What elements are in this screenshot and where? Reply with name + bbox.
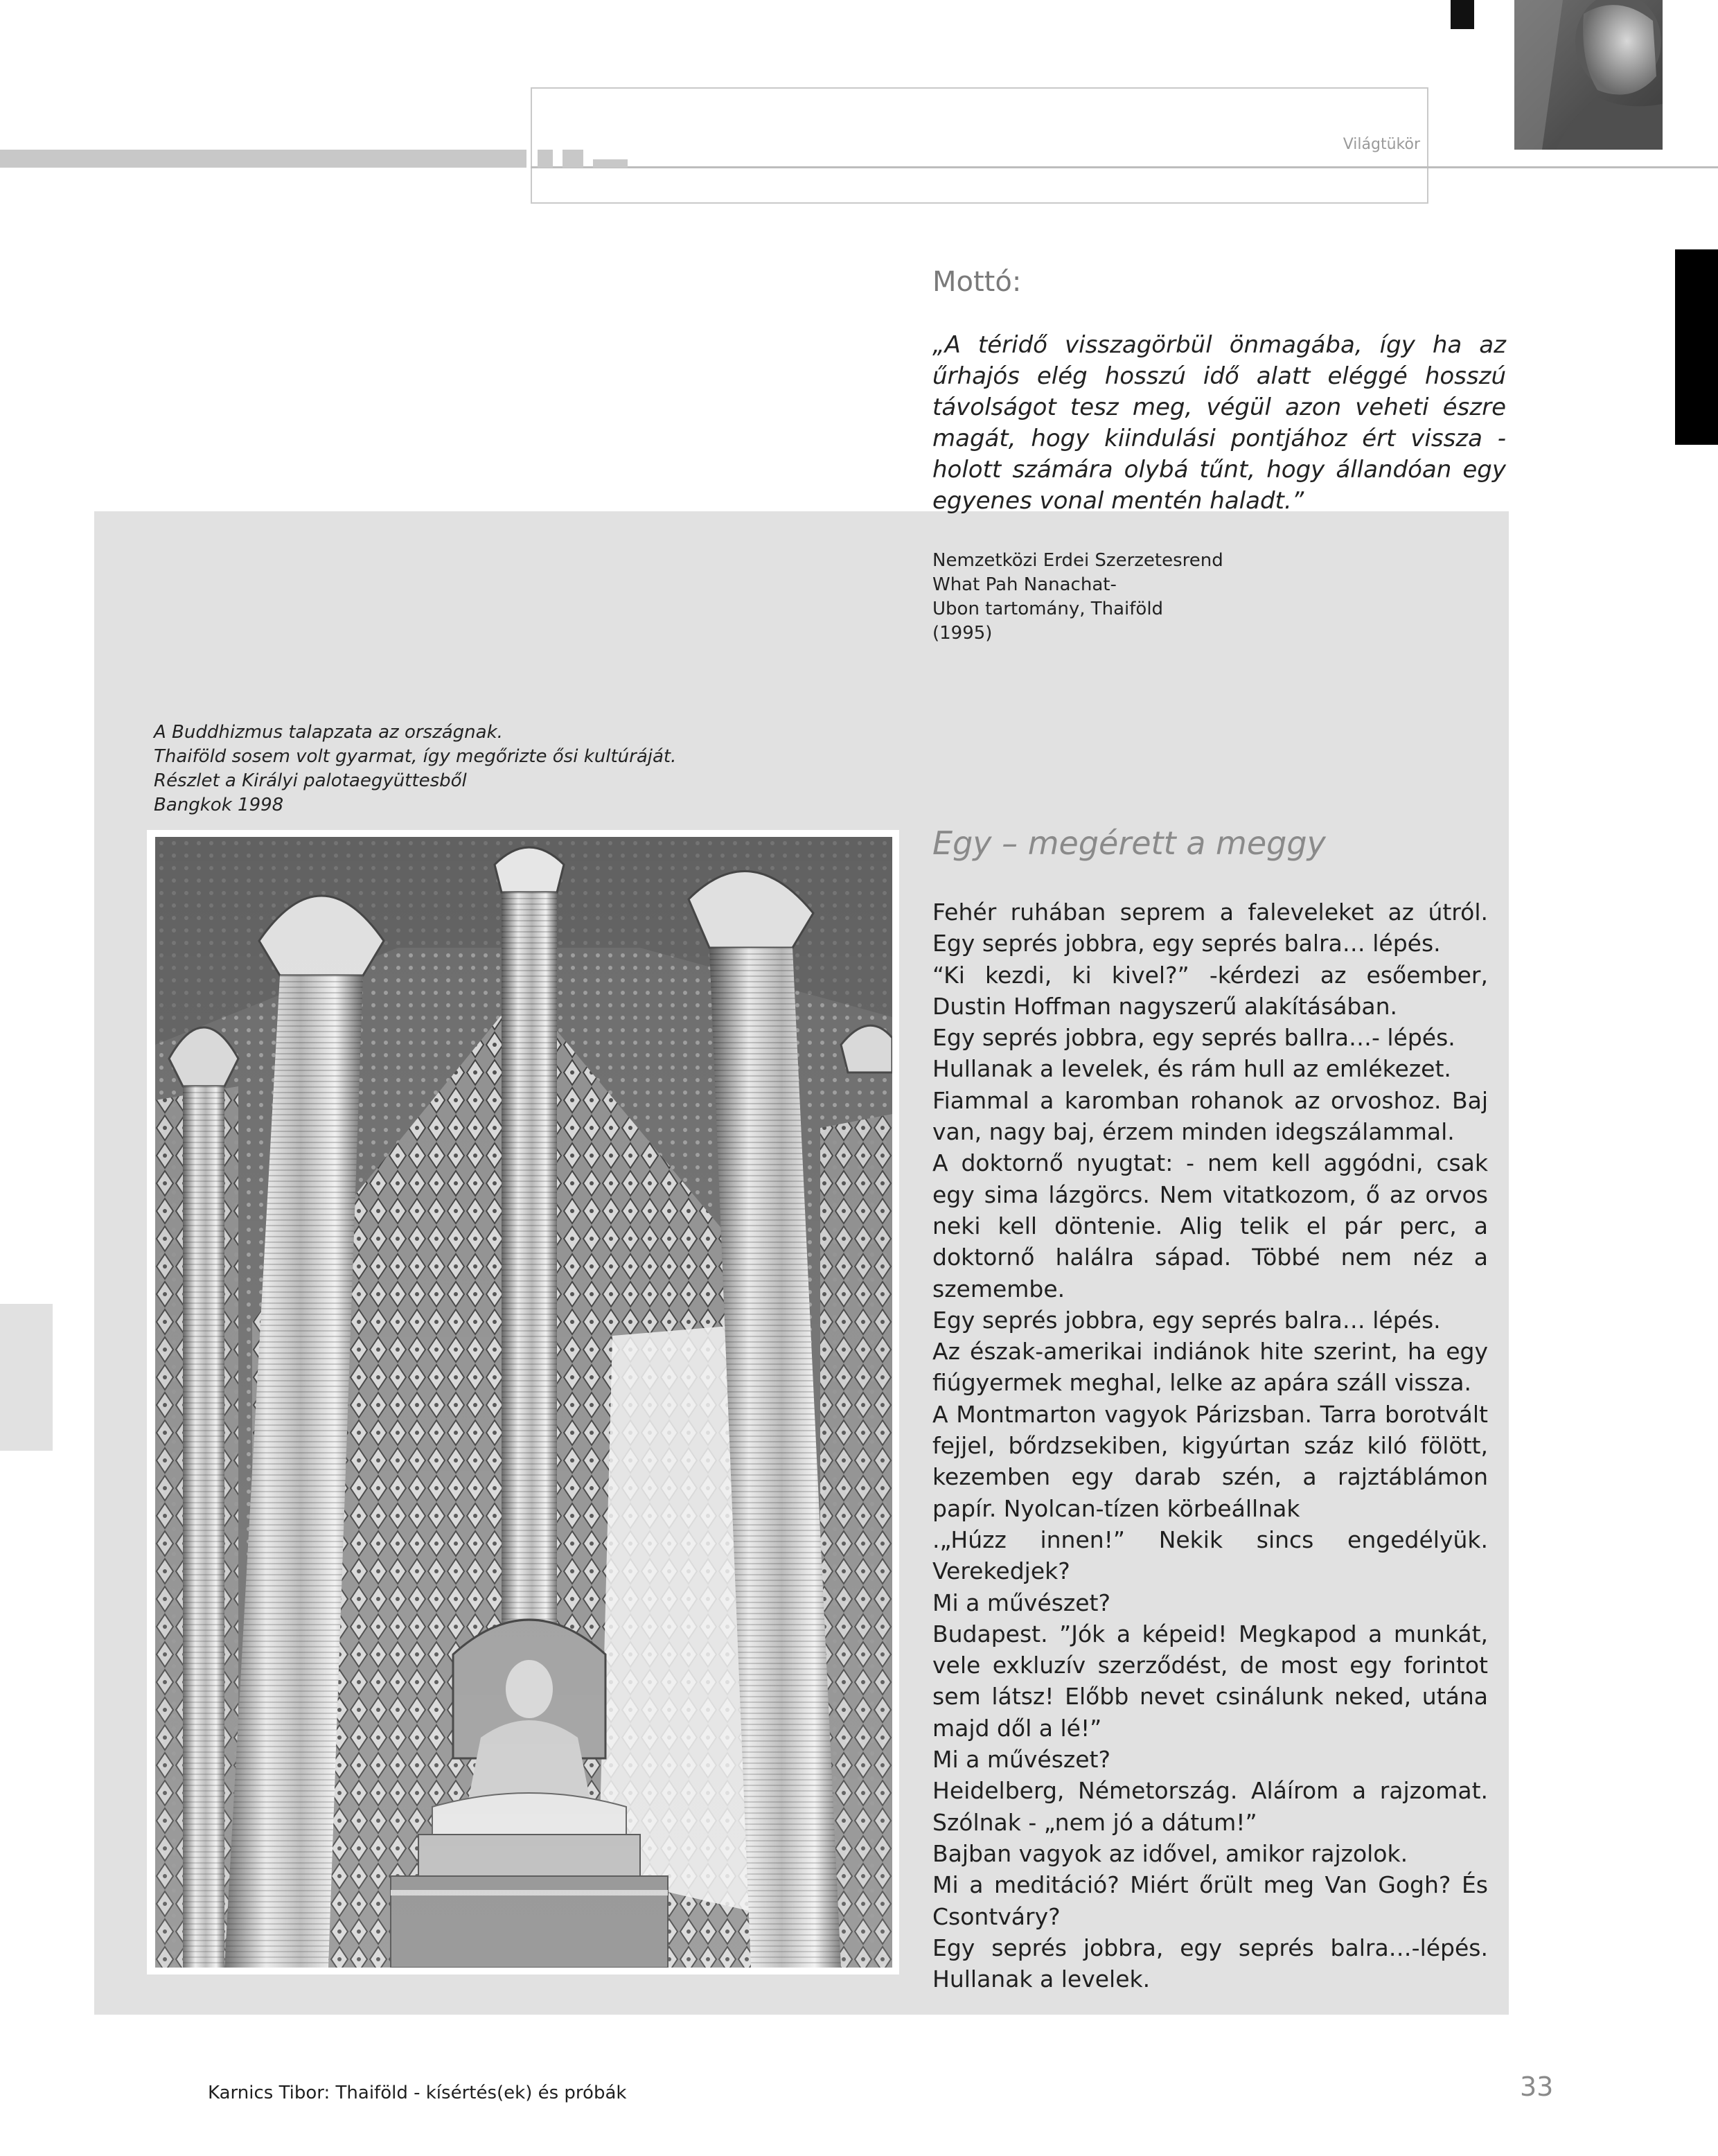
article-paragraph: “Ki kezdi, ki kivel?” -kérdezi az esőember, Dustin Hoffman nagyszerű alakításában. (932, 961, 1488, 1020)
motto-quote: „A téridő visszagörbül önmagába, így ha az űrhajós elég hosszú idő alatt eléggé hosszú távolságot tesz meg, végül azon veheti észre magát, hogy kiindulási pontjához ért vissza - holott számára olybá tűnt, hogy állandóan egy egyenes vonal mentén haladt.” (932, 331, 1506, 515)
article-paragraph: Egy seprés jobbra, egy seprés balra… lépés. (932, 1306, 1441, 1334)
motto-source (932, 549, 1223, 646)
temple-columns-photo (155, 837, 892, 1968)
footer-running-title: Karnics Tibor: Thaiföld - kísértés(ek) és próbák (208, 2083, 627, 2103)
article-paragraph: Az észak-amerikai indiánok hite szerint, ha egy fiúgyermek meghal, lelke az apára száll vissza. (932, 1338, 1488, 1397)
photo-caption (154, 721, 676, 818)
header-black-mark (1451, 0, 1474, 29)
article-paragraph: Bajban vagyok az idővel, amikor rajzolok. (932, 1839, 1408, 1867)
header-bar-left (0, 150, 526, 168)
article-paragraph: A doktornő nyugtat: - nem kell aggódni, csak egy sima lázgörcs. Nem vitatkozom, ő az orvos neki kell döntenie. Alig telik el pár perc, a doktornő halálra sápad. Többé nem néz a szemembe. (932, 1149, 1488, 1302)
source-line: (1995) (932, 623, 993, 644)
caption-line: Bangkok 1998 (154, 795, 284, 815)
buddha-head-photo (1514, 0, 1663, 150)
header-block (563, 150, 583, 168)
article-paragraph: Egy seprés jobbra, egy seprés ballra…- lépés. (932, 1024, 1455, 1052)
article-paragraph: A Montmarton vagyok Párizsban. Tarra borotvált fejjel, bőrdzsekiben, kigyúrtan száz kiló fölött, kezemben egy darab szén, a rajztáblámon papír. Nyolcan-tízen körbeállnak (932, 1400, 1488, 1522)
article-paragraph: Fiammal a karomban rohanok az orvoshoz. Baj van, nagy baj, érzem minden idegszálammal. (932, 1086, 1488, 1146)
article-paragraph: Mi a művészet? (932, 1746, 1111, 1774)
article-paragraph: .„Húzz innen!” Nekik sincs engedélyük. Verekedjek? (932, 1526, 1488, 1585)
article-body (932, 896, 1488, 1995)
article-paragraph: Hullanak a levelek, és rám hull az emlékezet. (932, 1055, 1451, 1083)
header-frame (531, 87, 1428, 204)
page-edge-tab (0, 1304, 53, 1451)
caption-line: A Buddhizmus talapzata az országnak. (154, 722, 503, 743)
source-line: What Pah Nanachat- (932, 574, 1117, 595)
caption-line: Részlet a Királyi palotaegyüttesből (154, 770, 467, 791)
caption-line: Thaiföld sosem volt gyarmat, így megőrizte ősi kultúráját. (154, 746, 677, 767)
header-rule (531, 166, 1718, 168)
chapter-tab (1675, 249, 1718, 445)
header-block (593, 159, 628, 168)
source-line: Ubon tartomány, Thaiföld (932, 599, 1164, 619)
article-paragraph: Mi a meditáció? Miért őrült meg Van Gogh? És Csontváry? (932, 1871, 1488, 1930)
header-block (538, 150, 553, 168)
article-paragraph: Budapest. ”Jók a képeid! Megkapod a munkát, vele exkluzív szerződést, de most egy forintot sem látsz! Előbb nevet csinálunk neked, utána majd dől a lé!” (932, 1620, 1488, 1742)
source-line: Nemzetközi Erdei Szerzetesrend (932, 550, 1223, 571)
article-paragraph: Heidelberg, Németország. Aláírom a rajzomat. Szólnak - „nem jó a dátum!” (932, 1777, 1488, 1836)
section-label: Világtükör (1343, 136, 1420, 153)
page-number: 33 (1520, 2071, 1554, 2102)
article-title: Egy – megérett a meggy (932, 824, 1326, 862)
article-paragraph: Fehér ruhában seprem a faleveleket az útról. Egy seprés jobbra, egy seprés balra… lépés. (932, 899, 1488, 957)
article-paragraph: Mi a művészet? (932, 1589, 1111, 1616)
article-paragraph: Egy seprés jobbra, egy seprés balra…-lépés. Hullanak a levelek. (932, 1934, 1488, 1993)
motto-title: Mottó: (932, 266, 1022, 298)
